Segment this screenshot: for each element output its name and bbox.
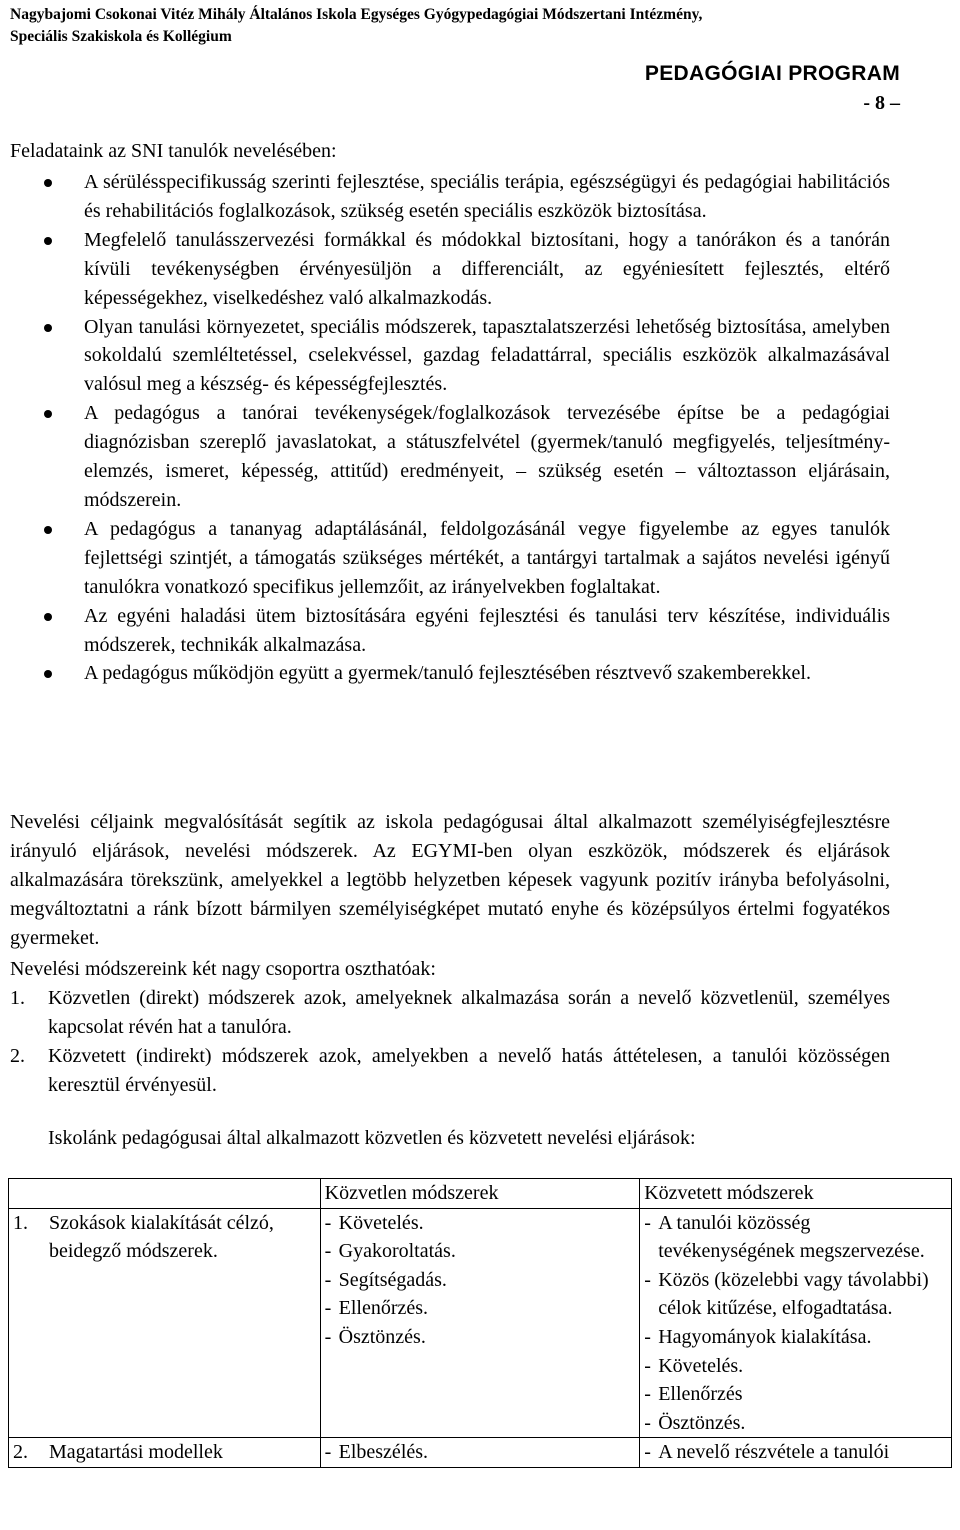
- bullet-item: A pedagógus a tanórai tevékenységek/foglalkozások tervezésébe építse be a pedagógiai diagnózisban szereplő javaslatokat, a státuszfelvétel (gyermek/tanuló megfigyelés, teljesítmény-elemzés, ismeret, képesség, attitűd) eredményeit, – szükség esetén – változtasson eljárásain, módszerein.: [0, 399, 890, 515]
- table-cell-indirect: [640, 1438, 952, 1468]
- list-item: - Ellenőrzés.: [324, 1297, 429, 1320]
- table-cell-indirect: [640, 1208, 952, 1438]
- table-header-cell: Közvetlen módszerek: [320, 1179, 640, 1209]
- bullet-icon: [44, 410, 52, 418]
- bullet-icon: [44, 324, 52, 332]
- table-row: [9, 1208, 952, 1438]
- methods-table: [8, 1178, 952, 1468]
- table-header-row: [9, 1179, 952, 1209]
- task-bullet-list: [0, 168, 960, 688]
- numbered-item: 2. Közvetett (indirekt) módszerek azok, amelyekben a nevelő hatás áttételesen, a tanulói közösségen keresztül érvényesül.: [10, 1045, 890, 1096]
- list-item: - Elbeszélés.: [324, 1441, 429, 1464]
- bullet-item: A pedagógus működjön együtt a gyermek/tanuló fejlesztésében résztvevő szakemberekkel.: [0, 659, 890, 688]
- bullet-icon: [44, 613, 52, 621]
- numbered-item: 1. Közvetlen (direkt) módszerek azok, amelyeknek alkalmazása során a nevelő közvetlenül, személyes kapcsolat révén hat a tanulóra.: [10, 987, 890, 1038]
- list-item: - Hagyományok kialakítása.: [644, 1325, 872, 1348]
- bullet-icon: [44, 526, 52, 534]
- header-line-1: Nagybajomi Csokonai Vitéz Mihály Általános Iskola Egységes Gyógypedagógiai Módszertani Intézmény,: [10, 6, 703, 23]
- paragraph-methods-groups: Nevelési módszereink két nagy csoportra oszthatóak:: [10, 958, 436, 980]
- paragraph-methods-intro: Nevelési céljaink megvalósítását segítik az iskola pedagógusai által alkalmazott személyiségfejlesztésre irányuló eljárások, nevelési módszerek. Az EGYMI-ben olyan eszközök, módszerek és eljárások alkalmazására törekszünk, amelyekkel a legtöbb helyzetben képesek vagyunk pozitív irányba befolyásolni, megváltoztatni a ránk bízott bármilyen személyiségképet mutató enyhe és középsúlyos értelmi fogyatékos gyermeket.: [10, 811, 890, 949]
- list-item: - A tanulói közösség tevékenységének megszervezése.: [644, 1211, 925, 1263]
- table-cell-label: 2. Magatartási modellek: [9, 1438, 321, 1468]
- list-item: - Közös (közelebbi vagy távolabbi) célok kitűzése, elfogadtatása.: [644, 1268, 929, 1320]
- table-cell-direct: [320, 1438, 640, 1468]
- list-item: - Ellenőrzés: [644, 1383, 743, 1406]
- table-cell-label: 1. Szokások kialakítását célzó, beidegző módszerek.: [9, 1208, 321, 1438]
- bullet-icon: [44, 179, 52, 187]
- list-item: - Ösztönzés.: [324, 1325, 426, 1348]
- page-number: - 8 –: [863, 92, 900, 114]
- list-item: - Követelés.: [644, 1354, 744, 1377]
- header-line-2: Speciális Szakiskola és Kollégium: [10, 28, 232, 45]
- bullet-item: Az egyéni haladási ütem biztosítására egyéni fejlesztési és tanulási terv készítése, individuális módszerek, technikák alkalmazása.: [0, 602, 890, 660]
- numbered-list: [10, 984, 890, 1100]
- table-cell-direct: [320, 1208, 640, 1438]
- list-item: - Ösztönzés.: [644, 1411, 746, 1434]
- table-header-cell: [9, 1179, 321, 1209]
- bullet-item: Megfelelő tanulásszervezési formákkal és módokkal biztosítani, hogy a tanórákon és a tanórán kívüli tevékenységben érvényesüljön a differenciált, az egyéniesített fejlesztés, eltérő képességekhez, viselkedéshez való alkalmazkodás.: [0, 226, 890, 313]
- document-header: [10, 4, 950, 48]
- list-item: - Segítségadás.: [324, 1268, 447, 1291]
- table-header-cell: Közvetett módszerek: [640, 1179, 952, 1209]
- list-item: - A nevelő részvétele a tanulói: [644, 1441, 890, 1464]
- bullet-icon: [44, 237, 52, 245]
- document-title: PEDAGÓGIAI PROGRAM: [644, 62, 900, 85]
- bullet-item: Olyan tanulási környezetet, speciális módszerek, tapasztalatszerzési lehetőség biztosítása, amelyben sokoldalú szemléltetéssel, cselekvéssel, gazdag feladattárral, speciális eszközök alkalmazásával valósul meg a készség- és képességfejlesztés.: [0, 313, 890, 400]
- bullet-item: A sérülésspecifikusság szerinti fejlesztése, speciális terápia, egészségügyi és pedagógiai habilitációs és rehabilitációs foglalkozások, szükség esetén speciális eszközök biztosítása.: [0, 168, 890, 226]
- bullet-icon: [44, 670, 52, 678]
- list-item: - Gyakoroltatás.: [324, 1240, 456, 1263]
- table-row: [9, 1438, 952, 1468]
- table-intro: Iskolánk pedagógusai által alkalmazott közvetlen és közvetett nevelési eljárások:: [48, 1127, 696, 1149]
- bullet-item: A pedagógus a tananyag adaptálásánál, feldolgozásánál vegye figyelembe az egyes tanulók fejlettségi szintjét, a támogatás szükséges mértékét, a tantárgyi tartalmak a sajátos nevelési igényű tanulókra vonatkozó specifikus jellemzőit, az irányelvekben foglaltakat.: [0, 515, 890, 602]
- list-item: - Követelés.: [324, 1211, 424, 1234]
- intro-heading: Feladataink az SNI tanulók nevelésében:: [10, 140, 337, 162]
